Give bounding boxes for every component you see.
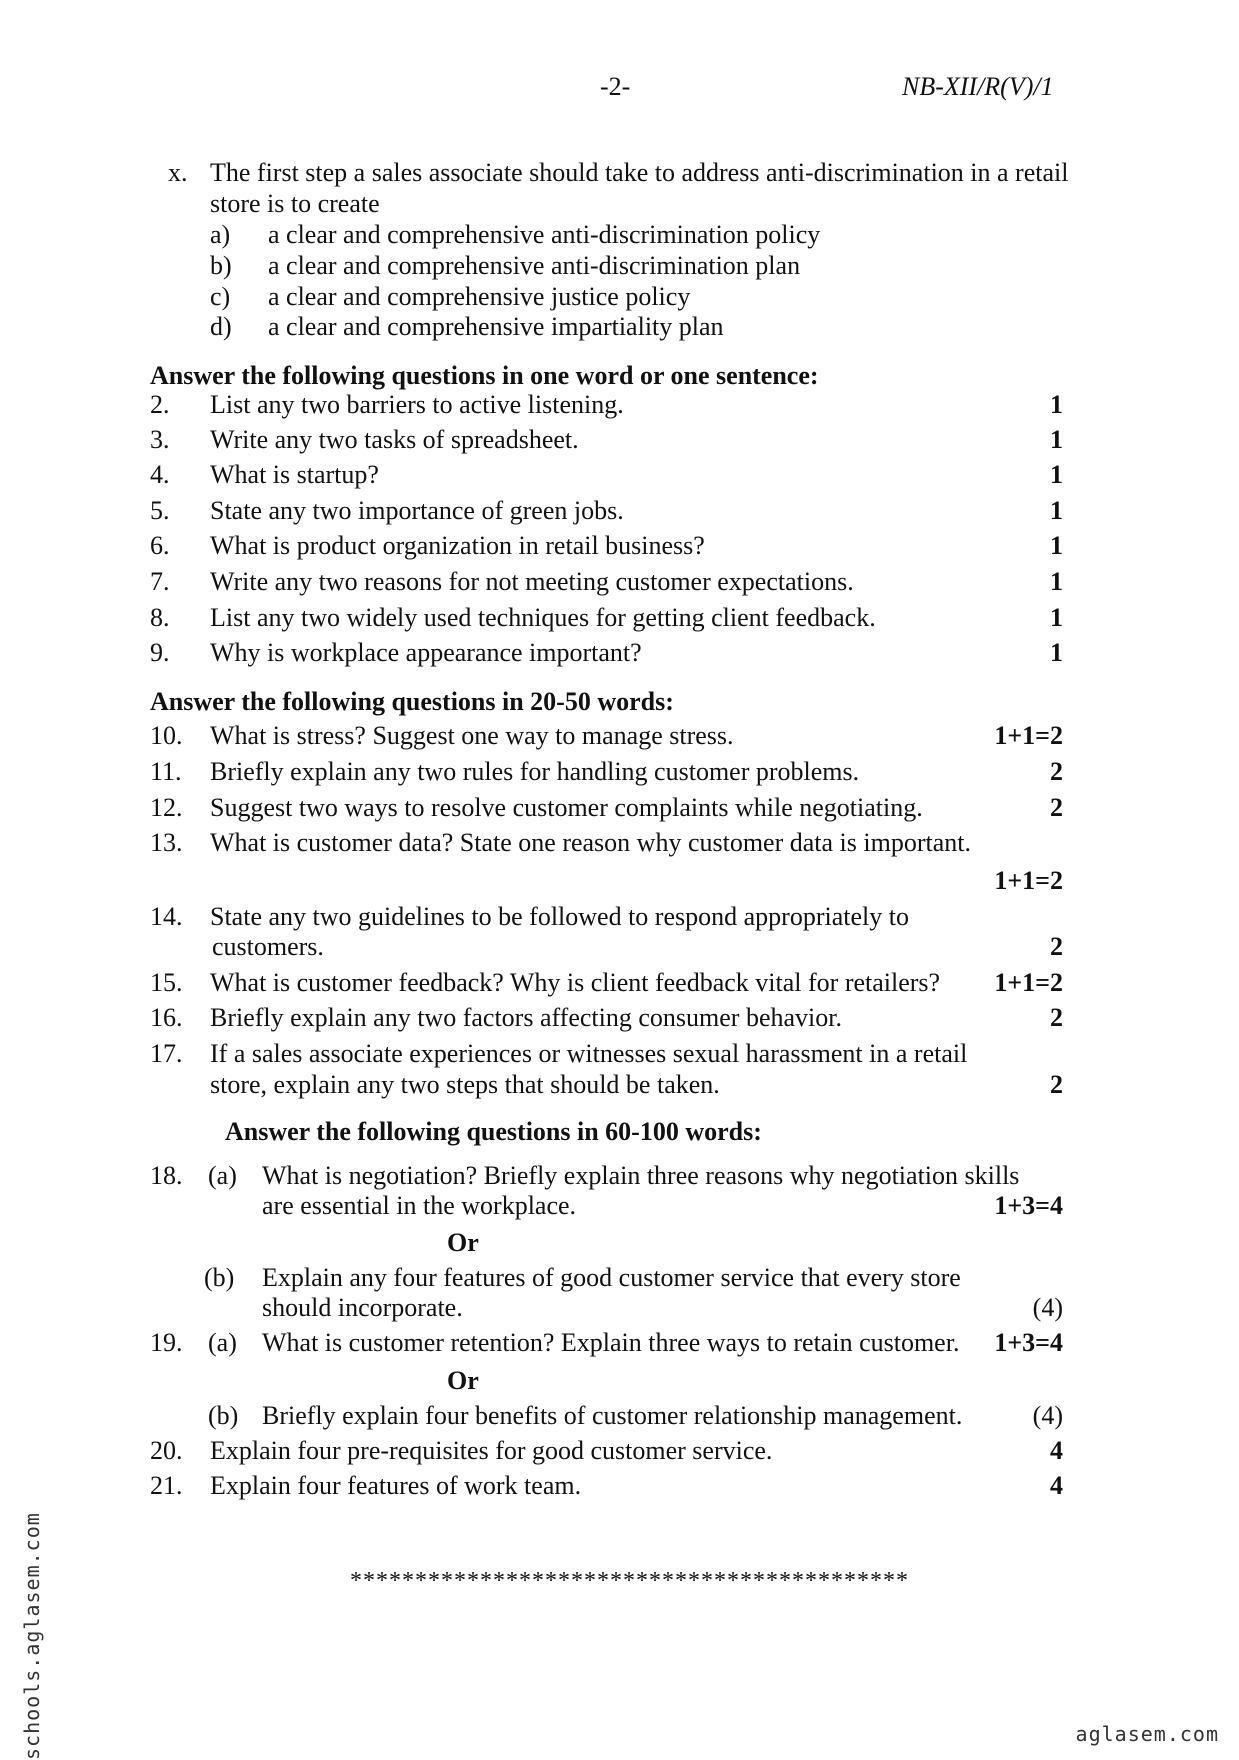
sub-question-label: (a) — [208, 1161, 237, 1190]
question-marks: 1 — [1050, 460, 1063, 489]
question-number: 2. — [150, 390, 170, 419]
question-marks: 1 — [1050, 638, 1063, 667]
or-label: Or — [447, 1366, 479, 1395]
question-marks: 4 — [1050, 1436, 1063, 1465]
question-number: 6. — [150, 531, 170, 560]
question-text: are essential in the workplace. — [262, 1191, 577, 1220]
sub-question-label: (b) — [208, 1401, 239, 1430]
question-text: store is to create — [210, 189, 380, 218]
question-number: 21. — [150, 1471, 183, 1500]
question-number: 16. — [150, 1003, 183, 1032]
question-text: The first step a sales associate should take to address anti-discrimination in a retail — [210, 158, 1069, 187]
sub-question-label: (b) — [204, 1263, 235, 1292]
question-marks: 1 — [1050, 496, 1063, 525]
question-marks: 1 — [1050, 567, 1063, 596]
question-number: 14. — [150, 902, 183, 931]
question-marks: 1+1=2 — [994, 721, 1063, 750]
end-of-paper-stars: ******************************************* — [350, 1568, 909, 1594]
question-text: Explain four features of work team. — [210, 1471, 582, 1500]
question-number: 7. — [150, 567, 170, 596]
question-text: Suggest two ways to resolve customer complaints while negotiating. — [210, 793, 923, 822]
question-text: What is stress? Suggest one way to manage stress. — [210, 721, 734, 750]
question-number: 12. — [150, 793, 183, 822]
option-text: a clear and comprehensive anti-discrimination policy — [268, 220, 821, 249]
option-label: d) — [210, 312, 232, 341]
question-text: Briefly explain any two factors affecting consumer behavior. — [210, 1003, 842, 1032]
question-text: Explain any four features of good customer service that every store — [262, 1263, 961, 1292]
option-text: a clear and comprehensive impartiality plan — [268, 312, 724, 341]
question-text: What is customer feedback? Why is client feedback vital for retailers? — [210, 968, 941, 997]
question-text: List any two barriers to active listening. — [210, 390, 624, 419]
question-number: 11. — [150, 757, 182, 786]
question-marks: 1+3=4 — [994, 1191, 1063, 1220]
page-number: -2- — [600, 72, 631, 101]
option-text: a clear and comprehensive justice policy — [268, 282, 691, 311]
option-text: a clear and comprehensive anti-discrimination plan — [268, 251, 801, 280]
question-number: x. — [168, 158, 188, 187]
option-label: b) — [210, 251, 232, 280]
question-text: Write any two reasons for not meeting customer expectations. — [210, 567, 854, 596]
question-text: State any two guidelines to be followed to respond appropriately to — [210, 902, 909, 931]
question-text: should incorporate. — [262, 1293, 463, 1322]
question-text: What is product organization in retail business? — [210, 531, 705, 560]
question-marks: 2 — [1050, 1070, 1063, 1099]
question-text: store, explain any two steps that should be taken. — [210, 1070, 720, 1099]
question-number: 5. — [150, 496, 170, 525]
option-label: c) — [210, 282, 231, 311]
question-number: 19. — [150, 1328, 183, 1357]
question-text: State any two importance of green jobs. — [210, 496, 624, 525]
question-text: customers. — [212, 932, 324, 961]
bottom-watermark: aglasem.com — [1075, 1722, 1219, 1746]
question-text: Briefly explain any two rules for handling customer problems. — [210, 757, 860, 786]
question-text: What is customer data? State one reason why customer data is important. — [210, 828, 971, 857]
question-number: 3. — [150, 425, 170, 454]
question-number: 4. — [150, 460, 170, 489]
question-marks: 1 — [1050, 531, 1063, 560]
question-marks: 4 — [1050, 1471, 1063, 1500]
section-heading: Answer the following questions in 20-50 words: — [150, 687, 674, 716]
question-text: If a sales associate experiences or witnesses sexual harassment in a retail — [210, 1039, 968, 1068]
section-heading: Answer the following questions in 60-100 words: — [225, 1117, 762, 1146]
question-marks: 1+3=4 — [994, 1328, 1063, 1357]
question-text: List any two widely used techniques for getting client feedback. — [210, 603, 876, 632]
question-text: Write any two tasks of spreadsheet. — [210, 425, 579, 454]
question-text: What is startup? — [210, 460, 379, 489]
question-text: Briefly explain four benefits of customer relationship management. — [262, 1401, 963, 1430]
section-heading: Answer the following questions in one word or one sentence: — [150, 361, 819, 390]
question-marks: 2 — [1050, 932, 1063, 961]
question-number: 9. — [150, 638, 170, 667]
question-text: What is negotiation? Briefly explain three reasons why negotiation skills — [262, 1161, 1020, 1190]
question-number: 10. — [150, 721, 183, 750]
question-marks: 1 — [1050, 603, 1063, 632]
question-marks: 2 — [1050, 757, 1063, 786]
question-marks: 1+1=2 — [994, 968, 1063, 997]
question-marks: 2 — [1050, 1003, 1063, 1032]
question-number: 8. — [150, 603, 170, 632]
option-label: a) — [210, 220, 231, 249]
paper-code: NB-XII/R(V)/1 — [902, 72, 1054, 101]
question-number: 13. — [150, 828, 183, 857]
question-number: 18. — [150, 1161, 183, 1190]
question-text: What is customer retention? Explain three ways to retain customer. — [262, 1328, 960, 1357]
question-number: 15. — [150, 968, 183, 997]
question-marks: 1 — [1050, 390, 1063, 419]
question-marks: 1+1=2 — [994, 866, 1063, 895]
side-watermark: schools.aglasem.com — [20, 1512, 44, 1760]
question-text: Explain four pre-requisites for good customer service. — [210, 1436, 773, 1465]
sub-question-label: (a) — [208, 1328, 237, 1357]
question-marks: 2 — [1050, 793, 1063, 822]
question-marks: (4) — [1032, 1293, 1063, 1322]
or-label: Or — [447, 1228, 479, 1257]
question-marks: 1 — [1050, 425, 1063, 454]
question-number: 17. — [150, 1039, 183, 1068]
question-number: 20. — [150, 1436, 183, 1465]
question-text: Why is workplace appearance important? — [210, 638, 642, 667]
question-marks: (4) — [1032, 1401, 1063, 1430]
